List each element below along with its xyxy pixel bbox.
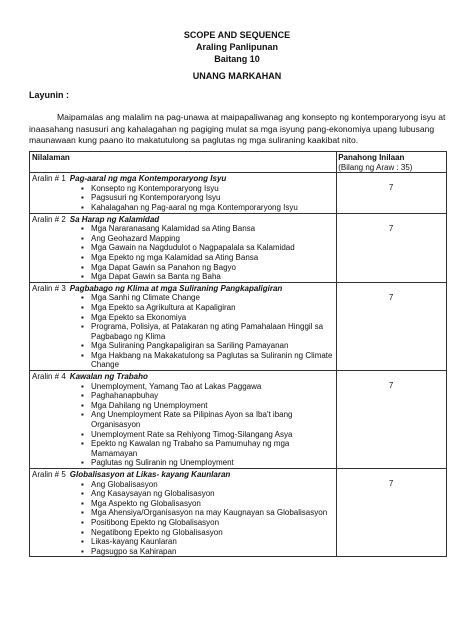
table-row	[30, 469, 447, 557]
lesson-content-cell	[30, 469, 337, 557]
topic-item: ▪ Likas-kayang Kaunlaran	[91, 537, 334, 547]
subject-title: Araling Panlipunan	[195, 42, 278, 52]
topic-item: ▪ Mga Epekto sa Ekonomiya	[91, 313, 334, 323]
topic-item: ▪ Pagsusuri ng Kontemporaryong Isyu	[91, 193, 334, 203]
lesson-title: Pagbabago ng Klima at mga Suliraning Pangkapaligiran	[69, 283, 283, 293]
topic-list	[79, 382, 334, 468]
lesson-content-cell	[30, 213, 337, 282]
topic-list	[79, 184, 334, 213]
allotted-days-value: 7	[388, 381, 394, 391]
topic-item: ▪ Ang Geohazard Mapping	[91, 234, 334, 244]
column-header-content	[30, 152, 337, 173]
table-row	[30, 173, 447, 213]
topic-item: ▪ Konsepto ng Kontemporaryong Isyu	[91, 184, 334, 194]
topic-item: ▪ Mga Dahilang ng Unemployment	[91, 401, 334, 411]
lesson-number: Aralin # 2	[32, 214, 66, 224]
quarter-title: UNANG MARKAHAN	[192, 71, 282, 81]
topic-item: ▪ Mga Dapat Gawin sa Banta ng Baha	[91, 272, 334, 282]
topic-item: ▪ Mga Aspekto ng Globalisasyon	[91, 499, 334, 509]
lesson-title: Globalisasyon at Likas- kayang Kaunlaran	[69, 470, 231, 479]
lesson-title: Sa Harap ng Kalamidad	[69, 214, 160, 224]
allotted-days-cell	[337, 371, 447, 469]
allotted-days-cell	[337, 282, 447, 370]
lesson-content-cell	[30, 282, 337, 370]
topic-item: ▪ Mga Sanhi ng Climate Change	[91, 293, 334, 303]
topic-item: ▪ Paglutas ng Suliranin ng Unemployment	[91, 458, 334, 468]
grade-level: Baitang 10	[214, 54, 260, 64]
topic-item: ▪ Mga Epekto sa Agrikultura at Kapaligiran	[91, 303, 334, 313]
table-row	[30, 371, 447, 469]
topic-item: ▪ Mga Epekto ng mga Kalamidad sa Ating Bansa	[91, 253, 334, 263]
lesson-title: Pag-aaral ng mga Kontemporaryong Isyu	[69, 174, 227, 184]
lesson-number: Aralin # 4	[32, 372, 66, 382]
topic-item: ▪ Mga Suliraning Pangkapaligiran sa Sariling Pamayanan	[91, 341, 334, 351]
topic-item: ▪ Unemployment, Yamang Tao at Lakas Paggawa	[91, 382, 334, 392]
topic-item: ▪ Ang Kasaysayan ng Globalisasyon	[91, 489, 334, 499]
allotted-days-value: 7	[388, 479, 394, 488]
lesson-content-cell	[30, 173, 337, 213]
lesson-heading	[32, 372, 334, 382]
topic-list	[79, 224, 334, 282]
lesson-heading	[32, 174, 334, 184]
allotted-days-cell	[337, 469, 447, 557]
column-header-label: Nilalaman	[32, 153, 70, 162]
objective-label: Layunin :	[29, 90, 69, 100]
lesson-number: Aralin # 3	[32, 283, 66, 293]
topic-item: ▪ Kahalagahan ng Pag-aaral ng mga Kontemporaryong Isyu	[91, 203, 334, 213]
topic-item: ▪ Programa, Polisiya, at Patakaran ng ating Pamahalaan Hinggil sa Pagbabago ng Klima	[91, 322, 334, 341]
lesson-number: Aralin # 5	[32, 470, 66, 479]
topic-item: ▪ Unemployment Rate sa Rehiyong Timog-Silangang Asya	[91, 430, 334, 440]
table-header-row	[30, 152, 447, 173]
table-row	[30, 282, 447, 370]
column-header-time	[337, 152, 447, 173]
topic-item: ▪ Mga Hakbang na Makakatulong sa Paglutas sa Suliranin ng Climate Change	[91, 351, 334, 370]
topic-item: ▪ Ang Globalisasyon	[91, 480, 334, 490]
lesson-heading	[32, 284, 334, 294]
scope-table	[29, 151, 447, 557]
allotted-days-cell	[337, 213, 447, 282]
topic-item: ▪ Mga Nararanasang Kalamidad sa Ating Bansa	[91, 224, 334, 234]
objective-text: Maipamalas ang malalim na pag-unawa at maipapaliwanag ang konsepto ng kontemporaryong isyu at inaasahang nasusuri ang kahalagahan ng pagiging mulat sa mga isyung pang-ekonomiya upang lubusang maunawaan kung paano ito makatutulong sa paglutas ng mga suliraning kaakibat nito.	[29, 112, 446, 145]
lesson-content-cell	[30, 371, 337, 469]
topic-item: ▪ Positibong Epekto ng Globalisasyon	[91, 518, 334, 528]
table-row	[30, 213, 447, 282]
lesson-number: Aralin # 1	[32, 174, 66, 184]
topic-item: ▪ Paghahanapbuhay	[91, 391, 334, 401]
lesson-heading	[32, 470, 334, 480]
topic-item: ▪ Negatibong Epekto ng Globalisasyon	[91, 528, 334, 538]
column-header-time-days: (Bilang ng Araw : 35)	[338, 162, 413, 172]
topic-item: ▪ Epekto ng Kawalan ng Trabaho sa Pamumuhay ng mga Mamamayan	[91, 439, 334, 458]
allotted-days-value: 7	[388, 292, 394, 302]
column-header-time-label: Panahong Inilaan	[338, 153, 405, 162]
topic-item: ▪ Mga Gawain na Nagdudulot o Nagpapalala sa Kalamidad	[91, 243, 334, 253]
allotted-days-cell	[337, 173, 447, 213]
doc-title: SCOPE AND SEQUENCE	[183, 30, 291, 40]
topic-item: ▪ Mga Ahensiya/Organisasyon na may Kaugnayan sa Globalisasyon	[91, 508, 334, 518]
topic-item: ▪ Pagsugpo sa Kahirapan	[91, 547, 334, 557]
lesson-title: Kawalan ng Trabaho	[69, 372, 148, 382]
topic-item: ▪ Ang Unemployment Rate sa Pilipinas Ayon sa Iba't ibang Organisasyon	[91, 410, 334, 429]
allotted-days-value: 7	[388, 183, 394, 193]
topic-item: ▪ Mga Dapat Gawin sa Panahon ng Bagyo	[91, 263, 334, 273]
lesson-heading	[32, 215, 334, 225]
topic-list	[79, 293, 334, 370]
topic-list	[79, 480, 334, 557]
allotted-days-value: 7	[388, 223, 394, 233]
